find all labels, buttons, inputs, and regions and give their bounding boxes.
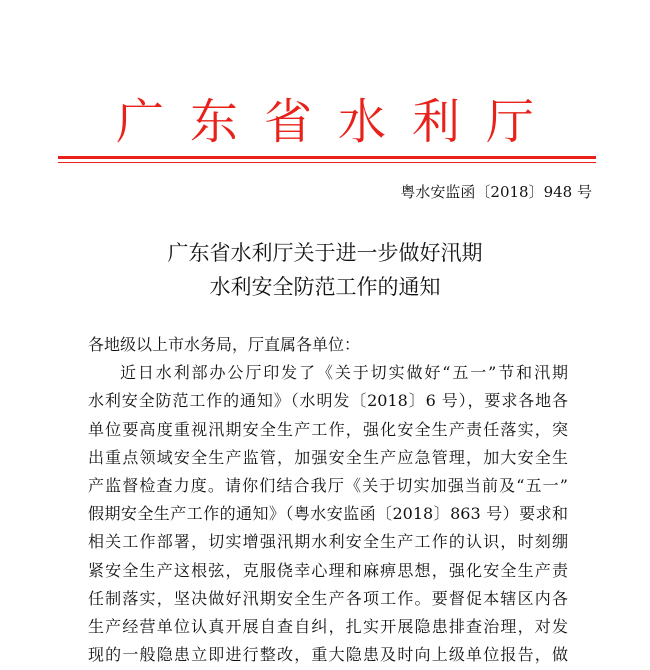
body-line: 近日水利部办公厅印发了《关于切实做好“五一”节和汛期 <box>120 363 568 383</box>
body-line: 现的一般隐患立即进行整改，重大隐患及时向上级单位报告，做 <box>88 645 568 665</box>
body-line: 任制落实，坚决做好汛期安全生产各项工作。要督促本辖区内各 <box>88 588 568 608</box>
body-line: 紧安全生产这根弦，克服侥幸心理和麻痹思想，强化安全生产责 <box>88 560 568 580</box>
letterhead-org-name: 广东省水利厅 <box>115 94 560 150</box>
letterhead-rule-thin <box>58 162 596 163</box>
body-line: 产监督检查力度。请你们结合我厅《关于切实加强当前及“五一” <box>88 475 568 495</box>
document-title-line-1: 广东省水利厅关于进一步做好汛期 <box>167 241 483 265</box>
body-line: 水利安全防范工作的通知》（水明发〔2018〕6 号），要求各地各 <box>88 391 568 411</box>
body-line: 相关工作部署，切实增强汛期水利安全生产工作的认识，时刻绷 <box>88 532 568 552</box>
document-title <box>0 236 650 304</box>
letterhead-rule-thick <box>58 156 596 159</box>
document-title-line-2: 水利安全防范工作的通知 <box>209 275 441 299</box>
body-line: 生产经营单位认真开展自查自纠，扎实开展隐患排查治理，对发 <box>88 616 568 636</box>
body-line: 出重点领域安全生产监管，加强安全生产应急管理，加大安全生 <box>88 447 568 467</box>
document-body <box>88 331 568 669</box>
document-number: 粤水安监函〔2018〕948 号 <box>400 183 592 201</box>
body-line: 单位要高度重视汛期安全生产工作，强化安全生产责任落实，突 <box>88 419 568 439</box>
salutation: 各地级以上市水务局，厅直属各单位： <box>88 335 361 354</box>
body-line: 假期安全生产工作的通知》（粤水安监函〔2018〕863 号）要求和 <box>88 504 568 524</box>
